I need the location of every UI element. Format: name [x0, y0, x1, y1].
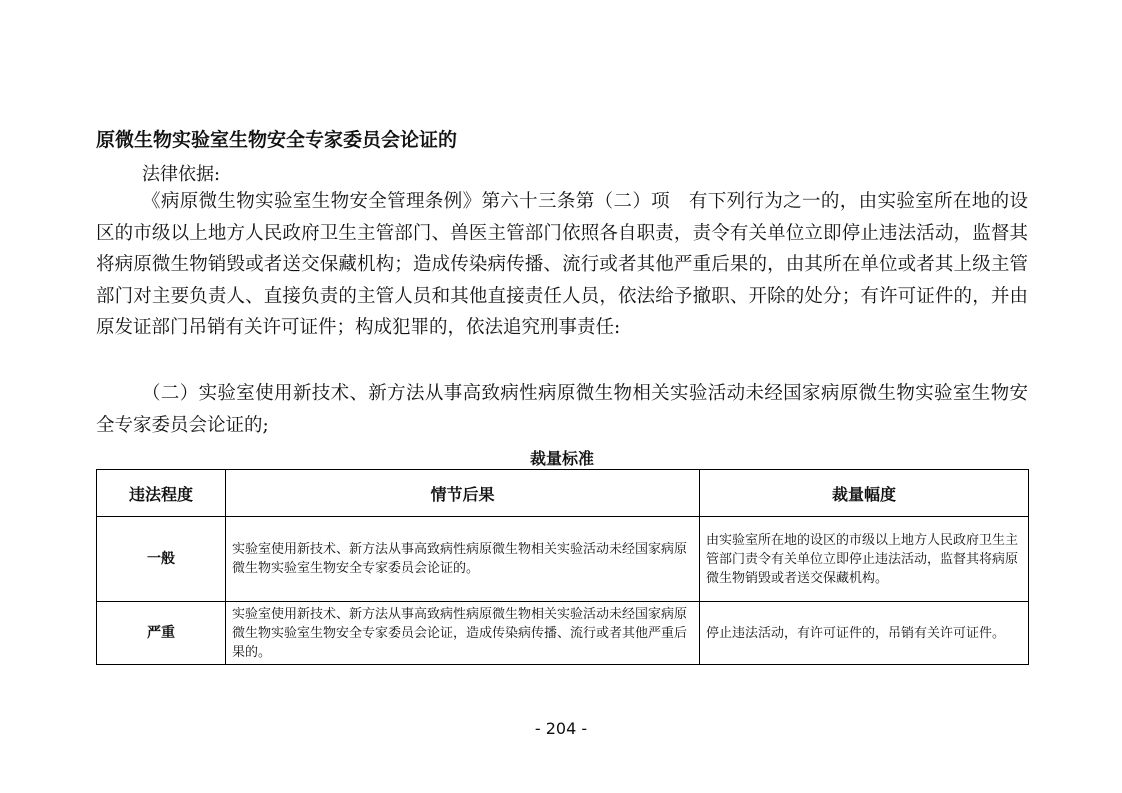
header-circumstance: 情节后果 [226, 470, 700, 517]
table-row [97, 602, 1029, 665]
table-title: 裁量标准 [529, 449, 594, 468]
header-violation-level: 违法程度 [97, 470, 226, 517]
cell-discretion: 停止违法活动，有许可证件的，吊销有关许可证件。 [700, 602, 1029, 665]
cell-level: 严重 [97, 602, 226, 665]
legal-basis-label: 法律依据: [142, 164, 221, 185]
cell-circumstance: 实验室使用新技术、新方法从事高致病性病原微生物相关实验活动未经国家病原微生物实验室生物安全专家委员会论证的。 [226, 517, 700, 602]
table-header-row [97, 470, 1029, 517]
cell-level: 一般 [97, 517, 226, 602]
section-heading: 原微生物实验室生物安全专家委员会论证的 [96, 129, 458, 151]
cell-discretion: 由实验室所在地的设区的市级以上地方人民政府卫生主管部门责令有关单位立即停止违法活动，监督其将病原微生物销毁或者送交保藏机构。 [700, 517, 1029, 602]
legal-basis-paragraph: 《病原微生物实验室生物安全管理条例》第六十三条第（二）项 有下列行为之一的，由实验室所在地的设区的市级以上地方人民政府卫生主管部门、兽医主管部门依照各自职责，责令有关单位立即停止违法活动，监督其将病原微生物销毁或者送交保藏机构；造成传染病传播、流行或者其他严重后果的，由其所在单位或者其上级主管部门对主要负责人、直接负责的主管人员和其他直接责任人员，依法给予撤职、开除的处分；有许可证件的，并由原发证部门吊销有关许可证件；构成犯罪的，依法追究刑事责任: [96, 191, 1028, 338]
cell-circumstance: 实验室使用新技术、新方法从事高致病性病原微生物相关实验活动未经国家病原微生物实验室生物安全专家委员会论证，造成传染病传播、流行或者其他严重后果的。 [226, 602, 700, 665]
header-discretion-range: 裁量幅度 [700, 470, 1029, 517]
table-row [97, 517, 1029, 602]
violation-item-paragraph: （二）实验室使用新技术、新方法从事高致病性病原微生物相关实验活动未经国家病原微生物实验室生物安全专家委员会论证的; [96, 383, 1028, 436]
page-number: - 204 - [534, 719, 588, 738]
discretion-standard-table [96, 469, 1029, 665]
